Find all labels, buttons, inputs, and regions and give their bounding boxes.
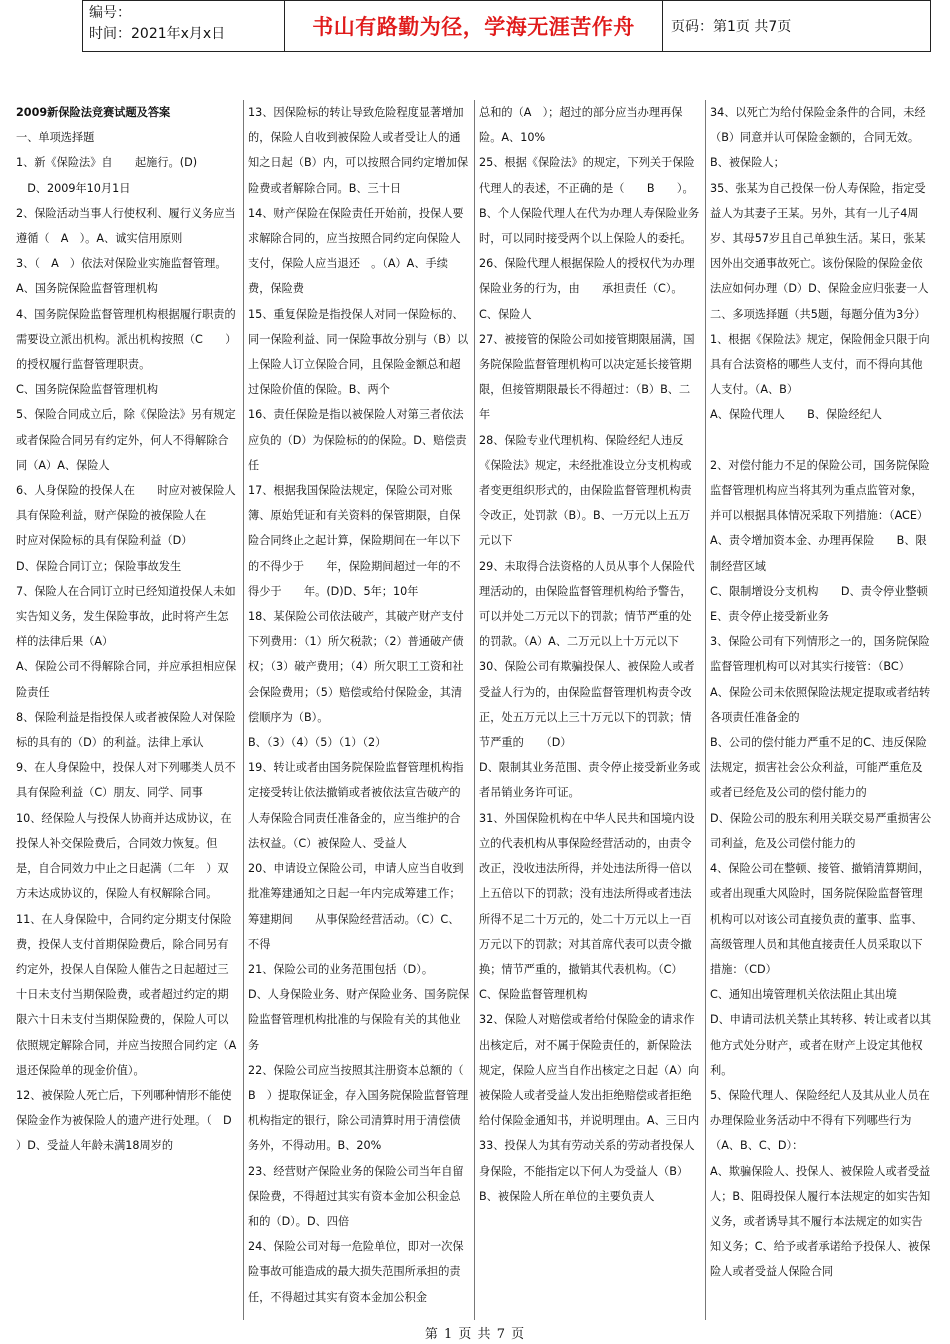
paragraph: 30、保险公司有欺骗投保人、被保险人或者受益人行为的，由保险监督管理机构责令改正，处五万元以上三十万元以下的罚款；情节严重的 （D） xyxy=(479,660,695,750)
paragraph: C、通知出境管理机关依法阻止其出境 xyxy=(710,988,897,1002)
paragraph: 4、国务院保险监督管理机构根据履行职责的需要设立派出机构。派出机构按照（C ）的授权履行监督管理职责。 xyxy=(16,307,237,372)
paragraph: 21、保险公司的业务范围包括（D）。 xyxy=(248,962,434,976)
paragraph: B、个人保险代理人在代为办理人寿保险业务时，可以同时接受两个以上保险人的委托。 xyxy=(479,206,700,246)
paragraph: 14、财产保险在保险责任开始前，投保人要求解除合同的，应当按照合同约定向保险人支付，保险人应当退还 。（A）A、手续费，保险费 xyxy=(248,206,464,296)
paragraph: 5、保险代理人、保险经纪人及其从业人员在办理保险业务活动中不得有下列哪些行为（A、B、C、D）： xyxy=(710,1088,930,1153)
paragraph: A、保险公司未依照保险法规定提取或者结转各项责任准备金的 xyxy=(710,685,931,724)
text-column-1 xyxy=(12,100,243,1320)
text-column-3 xyxy=(474,100,714,1320)
paragraph: 3、（ A ）依法对保险业实施监督管理。 xyxy=(16,257,227,271)
paragraph: B、（3）（4）（5）（1）（2） xyxy=(248,736,387,750)
paragraph: 5、保险合同成立后，除《保险法》另有规定或者保险合同另有约定外，何人不得解除合同（A）A、保险人 xyxy=(16,408,236,472)
page-header xyxy=(82,0,931,52)
paragraph: 12、被保险人死亡后，下列哪种情形不能使保险金作为被保险人的遗产进行处理。（ D ）D、受益人年龄未满18周岁的 xyxy=(16,1088,243,1153)
paragraph: 25、根据《保险法》的规定，下列关于保险代理人的表述，不正确的是（ B ）。 xyxy=(479,156,695,195)
paragraph: 8、保险利益是指投保人或者被保险人对保险标的具有的（D）的利益。法律上承认 xyxy=(16,710,236,750)
paragraph: 二、多项选择题（共5题，每题分值为3分）1、根据《保险法》规定，保险佣金只限于向具有合法资格的哪些人支付，而不得向其他人支付。（A、B） xyxy=(710,307,930,397)
paragraph: 9、在人身保险中，投保人对下列哪类人员不具有保险利益（C）朋友、同学、同事 xyxy=(16,761,236,800)
paragraph: 1、新《保险法》自 起施行。(D) xyxy=(16,156,198,170)
serial-label: 编号： xyxy=(89,5,131,21)
paragraph: C、限制增设分支机构 D、责令停业整顿 E、责令停止接受新业务 xyxy=(710,584,950,624)
paragraph: 10、经保险人与投保人协商并达成协议，在投保人补交保险费后，合同效力恢复。但是，自合同效力中止之日起满（二年 ）双方未达成协议的，保险人有权解除合同。 xyxy=(16,811,232,901)
paragraph: A、欺骗保险人、投保人、被保险人或者受益人；B、阻碍投保人履行本法规定的如实告知义务，或者诱导其不履行本法规定的如实告知义务；C、给予或者承诺给予投保人、被保险人或者受益人保险合同 xyxy=(710,1164,931,1279)
paragraph: 18、某保险公司依法破产，其破产财产支付下列费用：（1）所欠税款；（2）普通破产债权；（3）破产费用；（4）所欠职工工资和社会保险费用；（5）赔偿或给付保险金，其清偿顺序为（B）。 xyxy=(248,610,464,724)
document-body xyxy=(12,100,950,1320)
paragraph: 15、重复保险是指投保人对同一保险标的、同一保险利益、同一保险事故分别与（B）以上保险人订立保险合同，且保险金额总和超过保险价值的保险。B、两个 xyxy=(248,307,469,397)
date-label: 时间：2021年x月x日 xyxy=(89,26,226,42)
paragraph: A、国务院保险监督管理机构 xyxy=(16,282,158,296)
paragraph: 7、保险人在合同订立时已经知道投保人未如实告知义务，发生保险事故，此时将产生怎样的法律后果（A） xyxy=(16,584,236,649)
paragraph: 24、保险公司对每一危险单位，即对一次保险事故可能造成的最大损失范围所承担的责任，不得超过其实有资本金加公积金 xyxy=(248,1240,464,1304)
header-meta xyxy=(83,1,285,51)
paragraph: B、公司的偿付能力严重不足的C、违反保险法规定，损害社会公众利益，可能严重危及或者已经危及公司的偿付能力的 xyxy=(710,736,927,800)
paragraph: C、国务院保险监督管理机构 xyxy=(16,383,159,397)
header-motto: 书山有路勤为径，学海无涯苦作舟 xyxy=(285,1,663,51)
paragraph: 17、根据我国保险法规定，保险公司对账簿、原始凭证和有关资料的保管期限，自保险合同终止之起计算，保险期间在一年以下的不得少于 年，保险期间超过一年的不得少于 年。(D)D、5年；10年 xyxy=(248,484,461,598)
paragraph: A、保险公司不得解除合同，并应承担相应保险责任 xyxy=(16,660,237,699)
paragraph: D、保险公司的股东利用关联交易严重损害公司利益，危及公司偿付能力的 xyxy=(710,811,932,850)
paragraph: 35、张某为自己投保一份人寿保险，指定受益人为其妻子王某。另外，其有一儿子4周岁、其母57岁且自己单独生活。某日，张某因外出交通事故死亡。该份保险的保险金依法应如何办理（D）D、保险金应归张妻一人 xyxy=(710,181,929,296)
paragraph: 22、保险公司应当按照其注册资本总额的（ B ）提取保证金，存入国务院保险监督管理机构指定的银行，除公司清算时用于清偿债务外，不得动用。B、20% xyxy=(248,1063,475,1153)
paragraph: 32、保险人对赔偿或者给付保险金的请求作出核定后，对不属于保险责任的，新保险法规定，保险人应当自作出核定之日起（A）向被保险人或者受益人发出拒绝赔偿或者拒绝给付保险金通知书，并说明理由。A、三日内 xyxy=(479,1013,700,1128)
page-footer: 第 1 页 共 7 页 xyxy=(424,1327,526,1342)
paragraph: 11、在人身保险中，合同约定分期支付保险费，投保人支付首期保险费后，除合同另有约定外，投保人自保险人催告之日起超过三十日未支付当期保险费，或者超过约定的期限六十日未支付当期保险费的，保险人可以依照规定解除合同，并应当按照合同约定（A退还保险单的现金价值）。 xyxy=(16,912,237,1077)
paragraph: 2、保险活动当事人行使权利、履行义务应当遵循（ A ）。A、诚实信用原则 xyxy=(16,206,236,246)
header-page-info: 页码：第1页 共7页 xyxy=(671,19,792,35)
paragraph: 26、保险代理人根据保险人的授权代为办理保险业务的行为，由 承担责任（C）。C、保险人 xyxy=(479,257,695,321)
paragraph: D、申请司法机关禁止其转移、转让或者以其他方式处分财产，或者在财产上设定其他权利。 xyxy=(710,1013,932,1077)
paragraph: 27、被接管的保险公司如接管期限届满，国务院保险监督管理机构可以决定延长接管期限，但接管期限最长不得超过：（B）B、二年 xyxy=(479,332,695,422)
text-column-4 xyxy=(705,100,950,1320)
paragraph: A、保险代理人 B、保险经纪人 xyxy=(710,408,882,422)
paragraph: 28、保险专业代理机构、保险经纪人违反《保险法》规定，未经批准设立分支机构或者变更组织形式的，由保险监督管理机构责令改正，处罚款（B）。B、一万元以上五万元以下 xyxy=(479,433,692,548)
paragraph: 2、对偿付能力不足的保险公司，国务院保险监督管理机构应当将其列为重点监管对象，并可以根据具体情况采取下列措施：（ACE）A、责令增加资本金、办理再保险 B、限制经营区域 xyxy=(710,458,930,573)
paragraph: D、保险合同订立；保险事故发生 xyxy=(16,559,182,573)
paragraph: B、被保险人所在单位的主要负责人 xyxy=(479,1189,655,1203)
paragraph: 总和的（A ）；超过的部分应当办理再保险。A、10% xyxy=(479,106,683,145)
paragraph: 3、保险公司有下列情形之一的，国务院保险监督管理机构可以对其实行接管：（BC） xyxy=(710,635,930,674)
paragraph: 一、单项选择题 xyxy=(16,131,95,145)
paragraph: 23、经营财产保险业务的保险公司当年自留保险费，不得超过其实有资本金加公积金总和的（D）。D、四倍 xyxy=(248,1164,464,1228)
paragraph: D、人身保险业务、财产保险业务、国务院保险监督管理机构批准的与保险有关的其他业务 xyxy=(248,988,470,1052)
paragraph: 29、未取得合法资格的人员从事个人保险代理活动的，由保险监督管理机构给予警告，可以并处二万元以下的罚款；情节严重的处 的罚款。（A）A、二万元以上十万元以下 xyxy=(479,559,714,649)
paragraph: 13、因保险标的转让导致危险程度显著增加的，保险人自收到被保险人或者受让人的通知之日起（B）内，可以按照合同约定增加保险费或者解除合同。B、三十日 xyxy=(248,106,469,195)
paragraph: 31、外国保险机构在中华人民共和国境内设立的代表机构从事保险经营活动的，由责令改正，没收违法所得，并处违法所得一倍以上五倍以下的罚款；没有违法所得或者违法所得不足二十万元的，处二十万元以上一百万元以下的罚款；对其首席代表可以责令撤换；情节严重的，撤销其代表机构。（C）C、保险监督管理机构 xyxy=(479,811,695,1002)
paragraph: D、限制其业务范围、责令停止接受新业务或者吊销业务许可证。 xyxy=(479,761,701,800)
paragraph: 4、保险公司在整顿、接管、撤销清算期间，或者出现重大风险时，国务院保险监督管理机构可以对该公司直接负责的董事、监事、高级管理人员和其他直接责任人员采取以下措施：（CD） xyxy=(710,862,930,976)
paragraph: 2009新保险法竞赛试题及答案 xyxy=(16,106,171,119)
paragraph: 19、转让或者由国务院保险监督管理机构指定接受转让依法撤销或者被依法宣告破产的人寿保险合同责任准备金的，应当维护的合法权益。（C）被保险人、受益人 xyxy=(248,761,464,850)
paragraph: 34、以死亡为给付保险金条件的合同，未经（B）同意并认可保险金额的，合同无效。B、被保险人； xyxy=(710,106,926,170)
paragraph: 20、申请设立保险公司，申请人应当自收到批准筹建通知之日起一年内完成筹建工作；筹建期间 从事保险经营活动。（C）C、不得 xyxy=(248,862,464,951)
text-column-2 xyxy=(243,100,474,1320)
paragraph: D、2009年10月1日 xyxy=(16,181,131,195)
paragraph: 6、人身保险的投保人在 时应对被保险人具有保险利益，财产保险的被保险人在 时应对保险标的具有保险利益（D） xyxy=(16,484,236,548)
paragraph xyxy=(710,428,932,453)
paragraph: 16、责任保险是指以被保险人对第三者依法应负的（D）为保险标的的保险。D、赔偿责任 xyxy=(248,408,467,472)
paragraph: 33、投保人为其有劳动关系的劳动者投保人身保险，不能指定以下何人为受益人（B） xyxy=(479,1139,695,1178)
